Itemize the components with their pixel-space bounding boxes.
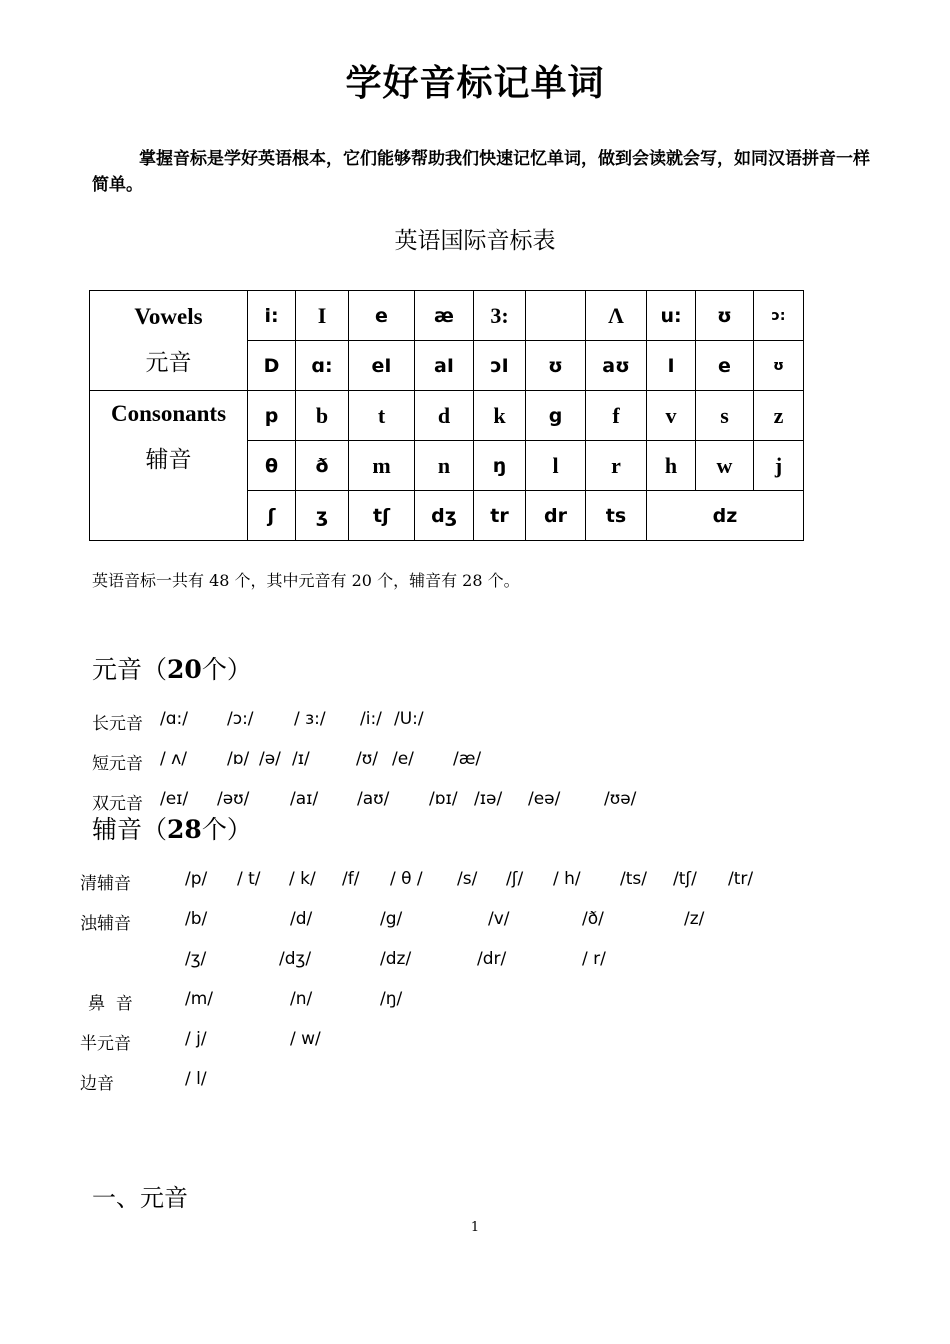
voiced-label: 浊辅音	[80, 914, 131, 934]
ipa-cell: ɑ:	[296, 341, 349, 391]
ipa-item: / w/	[290, 1029, 321, 1049]
ipa-item: /d/	[290, 909, 313, 929]
ipa-item: / ɜ:/	[294, 709, 326, 729]
short-vowels-label: 短元音	[92, 754, 143, 774]
ipa-item: /ð/	[582, 909, 604, 929]
ipa-cell: t	[349, 391, 415, 441]
ipa-item: /ts/	[620, 869, 647, 889]
ipa-cell: p	[248, 391, 296, 441]
summary-text: 英语音标一共有 48 个，其中元音有 20 个，辅音有 28 个。	[92, 571, 520, 590]
ipa-cell: tʃ	[349, 491, 415, 541]
ipa-cell: ʊ	[696, 291, 754, 341]
ipa-item: /eə/	[528, 789, 561, 809]
ipa-item: / j/	[185, 1029, 207, 1049]
ipa-cell: dz	[647, 491, 804, 541]
ipa-cell: e	[696, 341, 754, 391]
ipa-item: / l/	[185, 1069, 207, 1089]
ipa-item: /əʊ/	[217, 789, 250, 809]
ipa-item: /i:/	[360, 709, 382, 729]
ipa-item: /U:/	[394, 709, 424, 729]
ipa-item: /aɪ/	[290, 789, 319, 809]
vowels-label-zh: 元音	[145, 350, 192, 376]
ipa-item: /m/	[185, 989, 214, 1009]
page-title: 学好音标记单词	[345, 63, 605, 104]
ipa-cell: aI	[415, 341, 474, 391]
consonants-heading: 辅音（28个）	[92, 815, 252, 844]
ipa-item: / k/	[289, 869, 316, 889]
ipa-cell: eI	[349, 341, 415, 391]
ipa-item: /aʊ/	[357, 789, 390, 809]
vowels-heading: 元音（20个）	[92, 655, 252, 684]
ipa-item: /f/	[342, 869, 360, 889]
ipa-cell: n	[415, 441, 474, 491]
ipa-cell: g	[526, 391, 586, 441]
ipa-item: / θ /	[390, 869, 423, 889]
ipa-item: /e/	[392, 749, 414, 769]
ipa-item: /ɒɪ/	[429, 789, 458, 809]
ipa-cell: j	[754, 441, 804, 491]
ipa-cell: ʊ	[526, 341, 586, 391]
voiceless-label: 清辅音	[80, 874, 131, 894]
ipa-cell: l	[526, 441, 586, 491]
ipa-item: / t/	[237, 869, 261, 889]
ipa-cell: e	[349, 291, 415, 341]
ipa-cell: b	[296, 391, 349, 441]
ipa-cell: i:	[248, 291, 296, 341]
semivowel-label: 半元音	[80, 1034, 131, 1054]
table-title: 英语国际音标表	[394, 228, 556, 254]
ipa-cell: w	[696, 441, 754, 491]
ipa-cell: I	[647, 341, 696, 391]
ipa-cell: dʒ	[415, 491, 474, 541]
ipa-item: /tʃ/	[673, 869, 697, 889]
ipa-cell	[526, 291, 586, 341]
ipa-cell: ŋ	[474, 441, 526, 491]
ipa-item: /ɑ:/	[160, 709, 188, 729]
page-number: 1	[470, 1220, 480, 1235]
ipa-cell: m	[349, 441, 415, 491]
ipa-cell: aʊ	[586, 341, 647, 391]
ipa-item: /g/	[380, 909, 403, 929]
ipa-cell: æ	[415, 291, 474, 341]
ipa-cell: ɔI	[474, 341, 526, 391]
ipa-cell: ð	[296, 441, 349, 491]
ipa-item: /p/	[185, 869, 208, 889]
ipa-item: /v/	[488, 909, 510, 929]
ipa-item: /ɪ/	[292, 749, 310, 769]
ipa-cell: θ	[248, 441, 296, 491]
ipa-item: /tr/	[728, 869, 754, 889]
ipa-item: /ɔ:/	[227, 709, 254, 729]
ipa-item: /dr/	[477, 949, 507, 969]
ipa-item: /ɪə/	[474, 789, 503, 809]
ipa-table	[89, 290, 804, 541]
ipa-item: /eɪ/	[160, 789, 189, 809]
vowels-header	[90, 291, 248, 391]
consonants-header	[90, 391, 248, 541]
ipa-item: /ʒ/	[185, 949, 207, 969]
ipa-cell: dr	[526, 491, 586, 541]
ipa-cell: h	[647, 441, 696, 491]
ipa-cell: ʒ	[296, 491, 349, 541]
section-one-heading: 一、元音	[92, 1184, 188, 1212]
ipa-item: /n/	[290, 989, 313, 1009]
ipa-item: /b/	[185, 909, 208, 929]
ipa-cell: ɔ:	[754, 291, 804, 341]
ipa-item: / h/	[553, 869, 581, 889]
ipa-cell: tr	[474, 491, 526, 541]
ipa-item: /s/	[457, 869, 478, 889]
ipa-cell: ts	[586, 491, 647, 541]
ipa-item: / ʌ/	[160, 749, 187, 769]
ipa-item: /dʒ/	[279, 949, 312, 969]
intro-paragraph: 掌握音标是学好英语根本，它们能够帮助我们快速记忆单词，做到会读就会写，如同汉语拼音一样简单。	[92, 149, 870, 195]
vowels-label-en: Vowels	[134, 304, 203, 329]
ipa-cell: ʃ	[248, 491, 296, 541]
ipa-cell: Λ	[586, 291, 647, 341]
consonants-label-en: Consonants	[110, 401, 227, 426]
ipa-cell: f	[586, 391, 647, 441]
ipa-item: /ɒ/	[227, 749, 250, 769]
ipa-cell: I	[296, 291, 349, 341]
diphthongs-label: 双元音	[92, 794, 143, 814]
ipa-item: /ʊ/	[356, 749, 378, 769]
ipa-cell: d	[415, 391, 474, 441]
ipa-cell: r	[586, 441, 647, 491]
nasal-label: 鼻 音	[88, 994, 133, 1014]
ipa-cell: k	[474, 391, 526, 441]
ipa-item: /ə/	[259, 749, 281, 769]
ipa-cell: 3:	[474, 291, 526, 341]
ipa-item: /æ/	[453, 749, 482, 769]
ipa-cell: z	[754, 391, 804, 441]
ipa-item: /ŋ/	[380, 989, 403, 1009]
long-vowels-label: 长元音	[92, 714, 143, 734]
ipa-cell: s	[696, 391, 754, 441]
lateral-label: 边音	[80, 1074, 114, 1094]
ipa-cell: ʊ	[754, 341, 804, 391]
ipa-cell: u:	[647, 291, 696, 341]
ipa-item: / r/	[582, 949, 606, 969]
ipa-item: /ʊə/	[604, 789, 637, 809]
ipa-cell: v	[647, 391, 696, 441]
ipa-item: /z/	[684, 909, 705, 929]
ipa-cell: D	[248, 341, 296, 391]
ipa-item: /dz/	[380, 949, 412, 969]
ipa-item: /ʃ/	[506, 869, 524, 889]
consonants-label-zh: 辅音	[145, 447, 192, 473]
